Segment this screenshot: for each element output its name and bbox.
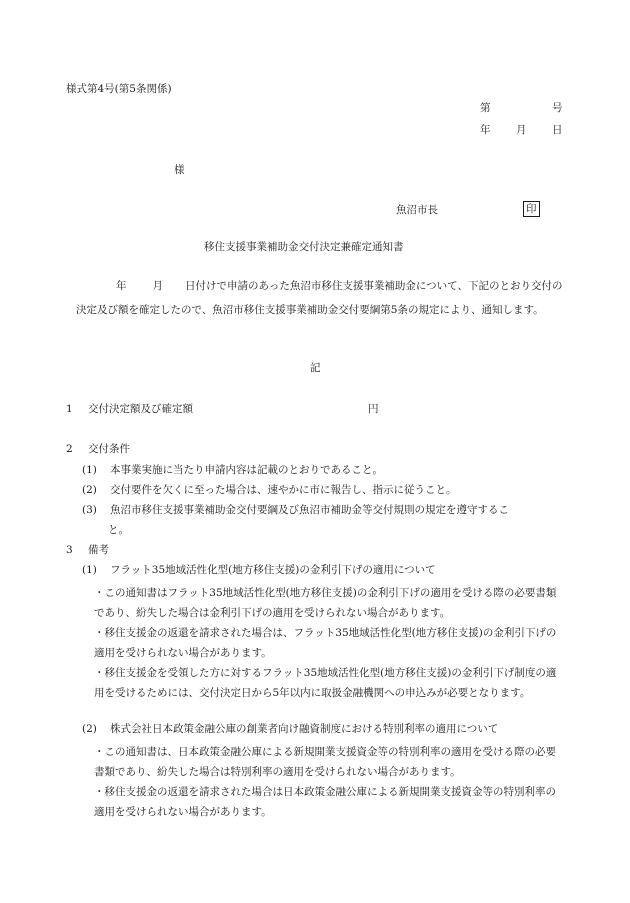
section2-title: 交付条件 bbox=[88, 443, 130, 455]
date-month: 月 bbox=[516, 124, 527, 136]
section1-number: 1 bbox=[66, 403, 73, 415]
section2-item2-number: (2) bbox=[82, 484, 97, 496]
section3-sub1-bullet2: ・移住支援金の返還を請求された場合は、フラット35地域活性化型(地方移住支援)の金利引下げの適用を受けられない場合があります。 bbox=[94, 627, 557, 659]
date-day: 日 bbox=[552, 124, 563, 136]
section2-item3-number: (3) bbox=[82, 504, 97, 516]
section3-sub2-bullet1: ・この通知書は、日本政策金融公庫による新規開業支援資金等の特別利率の適用を受ける際の必要書類であり、紛失した場合は特別利率の適用を受けられない場合があります。 bbox=[94, 746, 556, 778]
section3-sub1-number: (1) bbox=[82, 564, 97, 576]
intro-year: 年 bbox=[116, 280, 127, 292]
document-number-suffix: 号 bbox=[552, 102, 563, 114]
intro-text: 日付けで申請のあった魚沼市移住支援事業補助金について、下記のとおり交付の決定及び額を確定したので、魚沼市移住支援事業補助金交付要綱第5条の規定により、通知します。 bbox=[76, 280, 563, 316]
section3-sub2-number: (2) bbox=[82, 723, 97, 735]
document-title: 移住支援事業補助金交付決定兼確定通知書 bbox=[204, 241, 404, 253]
section2-item3-text-line1: 魚沼市移住支援事業補助金交付要綱及び魚沼市補助金等交付規則の規定を遵守するこ bbox=[110, 504, 509, 516]
issuer-name: 魚沼市長 bbox=[396, 204, 438, 216]
form-number: 様式第4号(第5条関係) bbox=[66, 83, 172, 95]
section3-title: 備考 bbox=[88, 544, 109, 556]
ki-marker: 記 bbox=[310, 362, 321, 374]
section2-item1-text: 本事業実施に当たり申請内容は記載のとおりであること。 bbox=[110, 464, 383, 476]
section3-number: 3 bbox=[66, 544, 73, 556]
official-seal bbox=[523, 201, 540, 217]
section2-item2-text: 交付要件を欠くに至った場合は、速やかに市に報告し、指示に従うこと。 bbox=[110, 484, 457, 496]
section2-item3-text-line2: と。 bbox=[108, 524, 129, 536]
addressee-suffix: 様 bbox=[174, 164, 185, 176]
section3-sub1-bullet1: ・この通知書はフラット35地域活性化型(地方移住支援)の金利引下げの適用を受ける際の必要書類であり、紛失した場合は金利引下げの適用を受けられない場合があります。 bbox=[94, 587, 557, 619]
section3-sub1-bullet3: ・移住支援金を受領した方に対するフラット35地域活性化型(地方移住支援)の金利引下げ制度の適用を受けるためには、交付決定日から5年以内に取扱金融機関への申込みが必要となります。 bbox=[94, 667, 557, 699]
section3-sub2-title: 株式会社日本政策金融公庫の創業者向け融資制度における特別利率の適用について bbox=[110, 723, 499, 735]
document-number-prefix: 第 bbox=[480, 102, 491, 114]
section3-sub1-title: フラット35地域活性化型(地方移住支援)の金利引下げの適用について bbox=[110, 564, 436, 576]
section2-item1-number: (1) bbox=[82, 464, 97, 476]
date-year: 年 bbox=[480, 124, 491, 136]
intro-month: 月 bbox=[152, 280, 163, 292]
seal-mark: 印 bbox=[523, 201, 540, 217]
section1-title: 交付決定額及び確定額 bbox=[88, 403, 193, 415]
section1-yen: 円 bbox=[368, 403, 379, 415]
section2-number: 2 bbox=[66, 443, 73, 455]
intro-paragraph bbox=[76, 274, 564, 322]
section3-sub2-bullet2: ・移住支援金の返還を請求された場合は日本政策金融公庫による新規開業支援資金等の特別利率の適用を受けられない場合があります。 bbox=[94, 786, 556, 818]
